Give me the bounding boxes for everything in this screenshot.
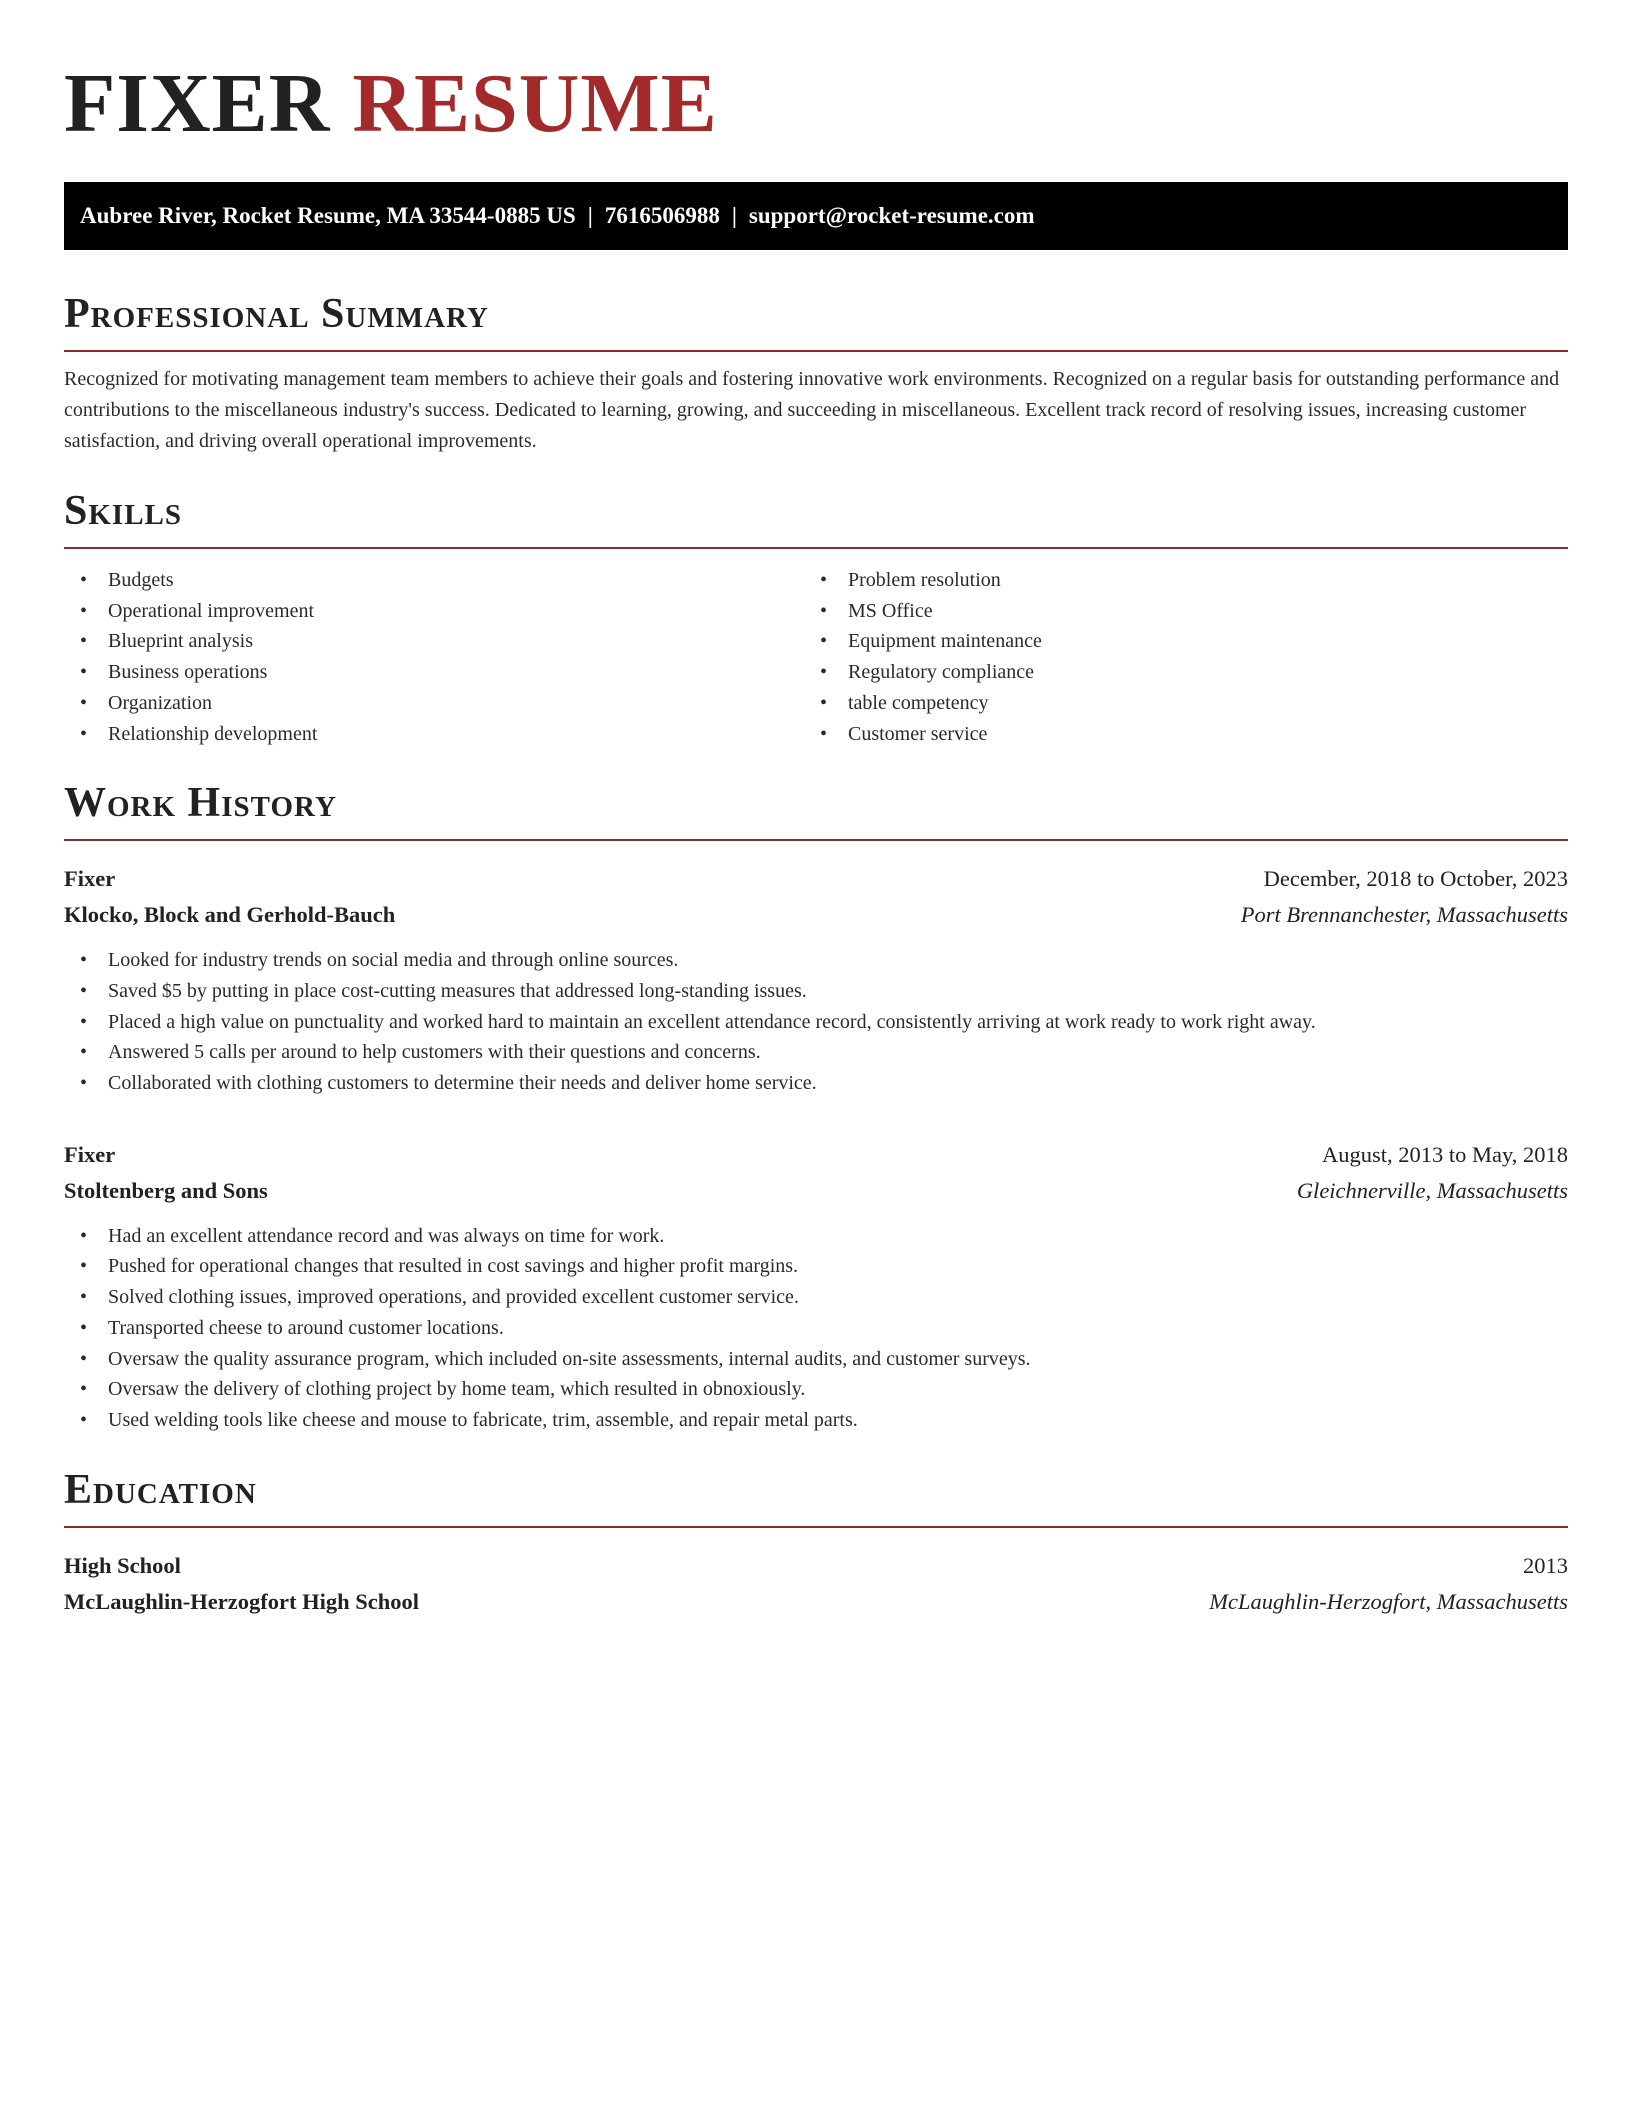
education-school-row [64,1584,1568,1620]
skill-item: • Business operations [64,657,804,688]
work-history-heading: Work History [64,777,1568,841]
job-bullet: • Looked for industry trends on social media and through online sources. [64,945,1568,976]
skill-item: • Customer service [804,719,1544,750]
job-bullet: • Saved $5 by putting in place cost-cutting measures that addressed long-standing issues. [64,976,1568,1007]
contact-email: support@rocket-resume.com [748,203,1035,228]
skills-heading: Skills [64,485,1568,549]
skill-item: • Blueprint analysis [64,626,804,657]
contact-bar [64,182,1568,250]
education-location: McLaughlin-Herzogfort, Massachusetts [1209,1588,1568,1614]
job-dates: December, 2018 to October, 2023 [1263,866,1568,892]
title-first-word: FIXER [64,57,331,150]
education-year: 2013 [1523,1552,1568,1578]
contact-address: Aubree River, Rocket Resume, MA 33544-0885 US [80,203,576,228]
education-entry [64,1548,1568,1620]
skills-column-right [804,565,1544,749]
education-degree-row [64,1548,1568,1584]
skill-item: • Budgets [64,565,804,596]
job-title-row [64,1137,1568,1173]
resume-title [64,0,1568,152]
skill-item: • Problem resolution [804,565,1544,596]
job-title: Fixer [64,866,116,892]
job-bullets [64,1221,1568,1436]
job-bullet: • Had an excellent attendance record and was always on time for work. [64,1221,1568,1252]
job-bullet: • Collaborated with clothing customers to determine their needs and deliver home service. [64,1068,1568,1099]
job-bullets [64,945,1568,1099]
job-entry [64,861,1568,1099]
job-bullet: • Oversaw the delivery of clothing project by home team, which resulted in obnoxiously. [64,1374,1568,1405]
job-bullet: • Placed a high value on punctuality and worked hard to maintain an excellent attendance record, consistently arriving at work ready to work right away. [64,1007,1568,1038]
job-location: Port Brennanchester, Massachusetts [1240,902,1568,928]
skill-item: • table competency [804,688,1544,719]
education-school: McLaughlin-Herzogfort High School [64,1588,419,1614]
contact-separator: | [587,203,593,228]
job-location: Gleichnerville, Massachusetts [1296,1177,1568,1203]
education-degree: High School [64,1552,181,1578]
summary-heading: Professional Summary [64,288,1568,352]
skill-item: • Organization [64,688,804,719]
skill-item: • Operational improvement [64,596,804,627]
summary-text: Recognized for motivating management team members to achieve their goals and fostering innovative work environments. Recognized on a regular basis for outstanding performance and contributions to the miscellaneous industry's success. Dedicated to learning, growing, and succeeding in miscellaneous. Excellent track record of resolving issues, increasing customer satisfaction, and driving overall operational improvements. [64,368,1560,452]
job-company: Stoltenberg and Sons [64,1177,268,1203]
job-title-row [64,861,1568,897]
skills-list [64,565,1568,749]
job-company: Klocko, Block and Gerhold-Bauch [64,902,396,928]
contact-phone: 7616506988 [604,203,720,228]
job-company-row [64,897,1568,933]
skill-item: • Equipment maintenance [804,626,1544,657]
skill-item: • Relationship development [64,719,804,750]
skill-item: • Regulatory compliance [804,657,1544,688]
job-bullet: • Answered 5 calls per around to help customers with their questions and concerns. [64,1037,1568,1068]
job-bullet: • Transported cheese to around customer locations. [64,1313,1568,1344]
job-entry [64,1137,1568,1436]
job-bullet: • Used welding tools like cheese and mouse to fabricate, trim, assemble, and repair metal parts. [64,1405,1568,1436]
contact-separator: | [731,203,737,228]
skill-item: • MS Office [804,596,1544,627]
job-bullet: • Oversaw the quality assurance program, which included on-site assessments, internal audits, and customer surveys. [64,1344,1568,1375]
job-dates: August, 2013 to May, 2018 [1321,1141,1568,1167]
job-bullet: • Solved clothing issues, improved operations, and provided excellent customer service. [64,1282,1568,1313]
job-title: Fixer [64,1141,116,1167]
title-second-word: RESUME [352,57,718,150]
education-heading: Education [64,1464,1568,1528]
job-company-row [64,1173,1568,1209]
skills-column-left [64,565,804,749]
job-bullet: • Pushed for operational changes that resulted in cost savings and higher profit margins. [64,1251,1568,1282]
